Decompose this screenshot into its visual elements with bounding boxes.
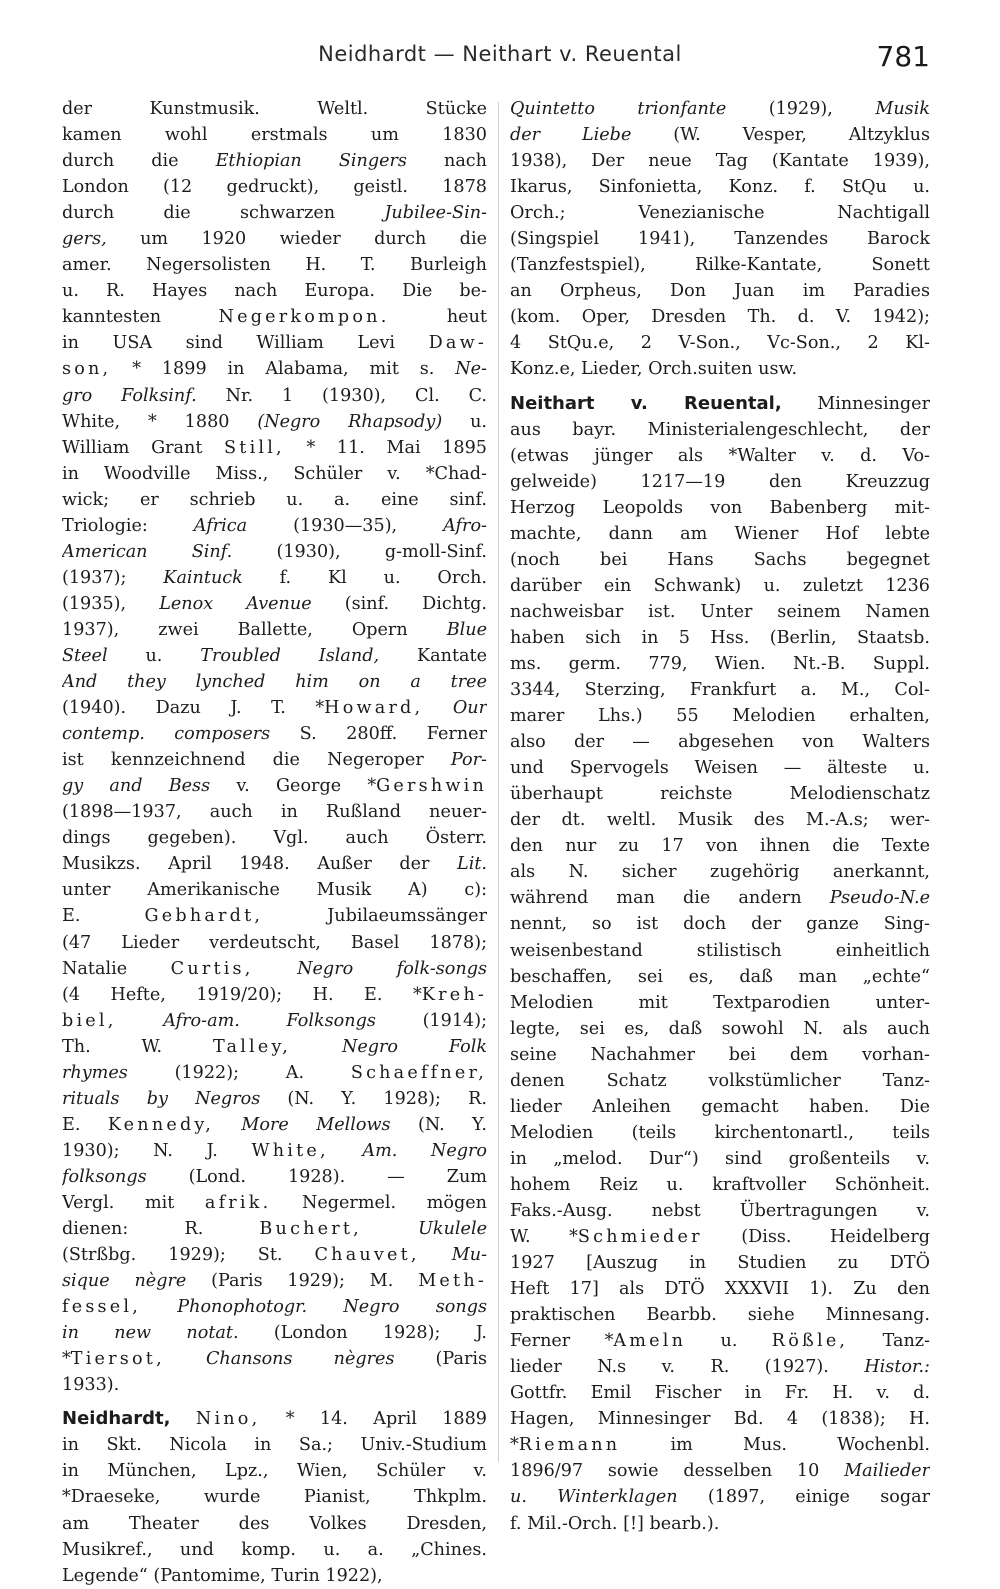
text-line: E. Gebhardt, Jubilaeumssänger — [62, 906, 487, 927]
running-header: Neidhardt — Neithart v. Reuental — [318, 42, 682, 66]
text-line: dings gegeben). Vgl. auch Österr. — [62, 828, 487, 849]
text-line: (1935), Lenox Avenue (sinf. Dichtg. — [62, 593, 487, 614]
text-line: fessel, Phonophotogr. Negro songs — [62, 1297, 487, 1318]
text-line: 1933). — [62, 1375, 120, 1396]
text-line: aus bayr. Ministerialengeschlecht, der — [510, 419, 930, 440]
text-line: Legende“ (Pantomime, Turin 1922), — [62, 1565, 383, 1586]
text-line: Th. W. Talley, Negro Folk — [62, 1036, 487, 1057]
text-line: Heft 17] als DTÖ XXXVII 1). Zu den — [510, 1279, 930, 1300]
text-line: Konz.e, Lieder, Orch.suiten usw. — [510, 359, 798, 380]
text-line: *Tiersot, Chansons nègres (Paris — [62, 1349, 487, 1370]
text-line: Ferner *Ameln u. Rößle, Tanz- — [510, 1331, 930, 1352]
text-line: (Tanzfestspiel), Rilke-Kantate, Sonett — [510, 255, 930, 276]
text-line: am Theater des Volkes Dresden, — [62, 1513, 487, 1534]
text-line: Faks.-Ausg. nebst Übertragungen v. — [510, 1200, 930, 1221]
text-line: (noch bei Hans Sachs begegnet — [510, 549, 930, 570]
text-line: gelweide) 1217—19 den Kreuzzug — [510, 471, 930, 492]
text-line: kamen wohl erstmals um 1830 — [62, 125, 487, 146]
text-line: 1927 [Auszug in Studien zu DTÖ — [510, 1253, 930, 1274]
text-line: und Spervogels Weisen — älteste u. — [510, 758, 930, 779]
text-line: Neithart v. Reuental, Minnesinger — [510, 392, 930, 414]
right-column — [510, 96, 930, 1537]
text-line: Melodien mit Textparodien unter- — [510, 992, 930, 1013]
text-line: wick; er schrieb u. a. eine sinf. — [62, 489, 487, 510]
text-line: in Woodville Miss., Schüler v. *Chad- — [62, 463, 487, 484]
text-line: durch die schwarzen Jubilee-Sin- — [62, 203, 487, 224]
text-line: Neidhardt, Nino, * 14. April 1889 — [62, 1408, 487, 1430]
text-line: während man die andern Pseudo-N.e — [510, 888, 930, 909]
text-line: ist kennzeichnend die Negeroper Por- — [62, 750, 487, 771]
text-line: London (12 gedruckt), geistl. 1878 — [62, 177, 487, 198]
text-line: sique nègre (Paris 1929); M. Meth- — [62, 1271, 487, 1292]
text-line: (Strßbg. 1929); St. Chauvet, Mu- — [62, 1245, 487, 1266]
entry-gap — [510, 383, 930, 391]
text-line: (1940). Dazu J. T. *Howard, Our — [62, 698, 487, 719]
text-line: (1937); Kaintuck f. Kl u. Orch. — [62, 567, 487, 588]
text-line: in USA sind William Levi Daw- — [62, 333, 487, 354]
page-number: 781 — [876, 40, 930, 73]
text-line: nennt, so ist doch der ganze Sing- — [510, 914, 930, 935]
text-line: William Grant Still, * 11. Mai 1895 — [62, 437, 487, 458]
text-line: machte, dann am Wiener Hof lebte — [510, 523, 930, 544]
text-line: Vergl. mit afrik. Negermel. mögen — [62, 1192, 487, 1213]
text-line: (4 Hefte, 1919/20); H. E. *Kreh- — [62, 984, 487, 1005]
text-line: Melodien (teils kirchentonartl., teils — [510, 1122, 930, 1143]
text-line: Ikarus, Sinfonietta, Konz. f. StQu u. — [510, 177, 930, 198]
text-line: seine Nachahmer bei dem vorhan- — [510, 1044, 930, 1065]
text-line: 1930); N. J. White, Am. Negro — [62, 1140, 487, 1161]
text-line: Triologie: Africa (1930—35), Afro- — [62, 515, 487, 536]
text-line: ms. germ. 779, Wien. Nt.-B. Suppl. — [510, 653, 930, 674]
text-line: rituals by Negros (N. Y. 1928); R. — [62, 1088, 487, 1109]
text-line: (Singspiel 1941), Tanzendes Barock — [510, 229, 930, 250]
left-column — [62, 96, 487, 1589]
column-divider — [498, 102, 499, 1462]
text-line: rhymes (1922); A. Schaeffner, — [62, 1062, 487, 1083]
text-line: folksongs (Lond. 1928). — Zum — [62, 1166, 487, 1187]
text-line: praktischen Bearbb. siehe Minnesang. — [510, 1305, 930, 1326]
text-line: (47 Lieder verdeutscht, Basel 1878); — [62, 932, 487, 953]
text-line: der Kunstmusik. Weltl. Stücke — [62, 99, 487, 119]
text-line: denen Schatz volkstümlicher Tanz- — [510, 1070, 930, 1091]
text-line: hohem Reiz u. kraftvoller Schönheit. — [510, 1174, 930, 1195]
text-line: Orch.; Venezianische Nachtigall — [510, 203, 930, 224]
text-line: u. Winterklagen (1897, einige sogar — [510, 1487, 930, 1508]
text-line: Hagen, Minnesinger Bd. 4 (1838); H. — [510, 1409, 930, 1430]
text-line: gy and Bess v. George *Gershwin — [62, 776, 487, 797]
text-line: der dt. weltl. Musik des M.-A.s; wer- — [510, 810, 930, 831]
text-line: Quintetto trionfante (1929), Musik — [510, 99, 930, 119]
text-line: (1898—1937, auch in Rußland neuer- — [62, 802, 487, 823]
text-line: W. *Schmieder (Diss. Heidelberg — [510, 1227, 930, 1248]
text-line: überhaupt reichste Melodienschatz — [510, 784, 930, 805]
text-line: biel, Afro-am. Folksongs (1914); — [62, 1010, 487, 1031]
text-line: in „melod. Dur“) sind großenteils v. — [510, 1148, 930, 1169]
text-line: E. Kennedy, More Mellows (N. Y. — [62, 1114, 487, 1135]
text-line: gro Folksinf. Nr. 1 (1930), Cl. C. — [62, 385, 487, 406]
text-line: beschaffen, sei es, daß man „echte“ — [510, 966, 930, 987]
text-line: der Liebe (W. Vesper, Altzyklus — [510, 125, 930, 146]
text-line: 1896/97 sowie desselben 10 Mailieder — [510, 1461, 930, 1482]
text-line: weisenbestand stilistisch einheitlich — [510, 940, 930, 961]
text-line: Gottfr. Emil Fischer in Fr. H. v. d. — [510, 1383, 930, 1404]
text-line: als N. sicher zugehörig anerkannt, — [510, 862, 930, 883]
text-line: lieder N.s v. R. (1927). Histor.: — [510, 1357, 930, 1378]
text-line: in Skt. Nicola in Sa.; Univ.-Studium — [62, 1435, 487, 1456]
text-line: lieder Anleihen gemacht haben. Die — [510, 1096, 930, 1117]
text-line: darüber ein Schwank) u. zuletzt 1236 — [510, 575, 930, 596]
text-line: nachweisbar ist. Unter seinem Namen — [510, 601, 930, 622]
text-line: American Sinf. (1930), g-moll-Sinf. — [62, 541, 487, 562]
text-line: in new notat. (London 1928); J. — [62, 1323, 487, 1344]
text-line: in München, Lpz., Wien, Schüler v. — [62, 1461, 487, 1482]
text-line: *Riemann im Mus. Wochenbl. — [510, 1435, 930, 1456]
text-line: gers, um 1920 wieder durch die — [62, 229, 487, 250]
text-line: dienen: R. Buchert, Ukulele — [62, 1219, 487, 1240]
text-line: legte, sei es, daß sowohl N. als auch — [510, 1018, 930, 1039]
text-line: 1937), zwei Ballette, Opern Blue — [62, 619, 487, 640]
text-line: amer. Negersolisten H. T. Burleigh — [62, 255, 487, 276]
text-line: Herzog Leopolds von Babenberg mit- — [510, 497, 930, 518]
text-line: u. R. Hayes nach Europa. Die be- — [62, 281, 487, 302]
text-line: *Draeseke, wurde Pianist, Thkplm. — [62, 1487, 487, 1508]
text-line: kanntesten Negerkompon. heut — [62, 307, 487, 328]
text-line: 1938), Der neue Tag (Kantate 1939), — [510, 151, 930, 172]
text-line: contemp. composers S. 280ff. Ferner — [62, 724, 487, 745]
text-line: haben sich in 5 Hss. (Berlin, Staatsb. — [510, 627, 930, 648]
entry-gap — [62, 1398, 487, 1406]
text-line: durch die Ethiopian Singers nach — [62, 151, 487, 172]
text-line: f. Mil.-Orch. [!] bearb.). — [510, 1513, 720, 1534]
text-line: 3344, Sterzing, Frankfurt a. M., Col- — [510, 680, 930, 701]
text-line: also der — abgesehen von Walters — [510, 732, 930, 753]
text-line: unter Amerikanische Musik A) c): — [62, 880, 487, 901]
text-line: Steel u. Troubled Island, Kantate — [62, 645, 487, 666]
text-line: Natalie Curtis, Negro folk-songs — [62, 958, 487, 979]
text-line: Musikref., und komp. u. a. „Chines. — [62, 1539, 487, 1560]
text-line: And they lynched him on a tree — [62, 672, 487, 693]
text-line: den nur zu 17 von ihnen die Texte — [510, 836, 930, 857]
text-line: marer Lhs.) 55 Melodien erhalten, — [510, 706, 930, 727]
text-line: White, * 1880 (Negro Rhapsody) u. — [62, 411, 487, 432]
text-line: son, * 1899 in Alabama, mit s. Ne- — [62, 359, 487, 380]
text-line: (etwas jünger als *Walter v. d. Vo- — [510, 445, 930, 466]
text-line: an Orpheus, Don Juan im Paradies — [510, 281, 930, 302]
text-line: Musikzs. April 1948. Außer der Lit. — [62, 854, 487, 875]
text-line: (kom. Oper, Dresden Th. d. V. 1942); — [510, 307, 930, 328]
text-line: 4 StQu.e, 2 V-Son., Vc-Son., 2 Kl- — [510, 333, 930, 354]
